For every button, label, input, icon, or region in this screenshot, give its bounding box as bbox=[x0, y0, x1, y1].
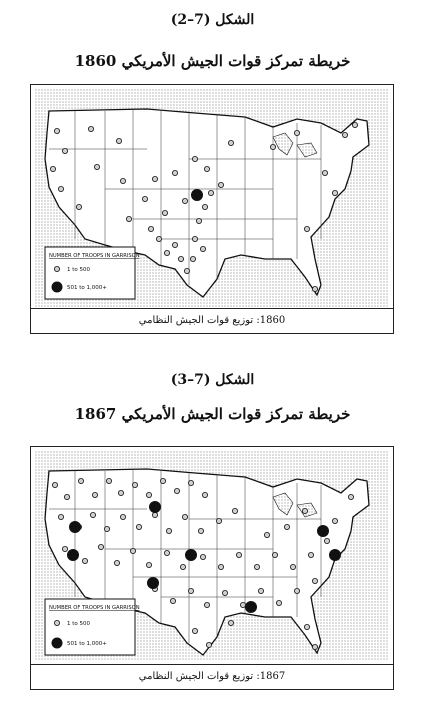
legend-large-label: 501 to 1,000+ bbox=[67, 285, 107, 291]
legend-large-label: 501 to 1,000+ bbox=[67, 641, 107, 647]
large-garrison-marker bbox=[191, 189, 203, 201]
legend-large-marker bbox=[52, 282, 63, 293]
figure-1-title: خريطة تمركز قوات الجيش الأمريكي 1860 bbox=[74, 52, 351, 70]
figure-1-label: الشكل (7–2) bbox=[170, 12, 255, 28]
figure-1-map-frame bbox=[30, 84, 394, 334]
legend-small-label: 1 to 500 bbox=[67, 267, 91, 273]
legend-small-marker bbox=[54, 266, 59, 271]
legend-small-marker bbox=[54, 620, 59, 625]
legend-1867 bbox=[45, 599, 140, 655]
figure-2-map-frame bbox=[30, 446, 394, 690]
legend-heading: NUMBER OF TROOPS IN GARRISON bbox=[49, 605, 140, 611]
legend-1860 bbox=[45, 247, 140, 299]
legend-heading: NUMBER OF TROOPS IN GARRISON bbox=[49, 253, 140, 259]
legend-large-marker bbox=[52, 638, 63, 649]
us-garrison-map-1867 bbox=[35, 451, 389, 661]
figure-1-caption: 1860: توزيع قوات الجيش النظامي bbox=[31, 308, 393, 333]
figure-2-title: خريطة تمركز قوات الجيش الأمريكي 1867 bbox=[74, 405, 351, 423]
figure-2-caption: 1867: توزيع قوات الجيش النظامي bbox=[31, 664, 393, 689]
us-garrison-map-1860 bbox=[35, 89, 389, 307]
figure-2-label: الشكل (7–3) bbox=[170, 372, 255, 388]
legend-small-label: 1 to 500 bbox=[67, 621, 91, 627]
